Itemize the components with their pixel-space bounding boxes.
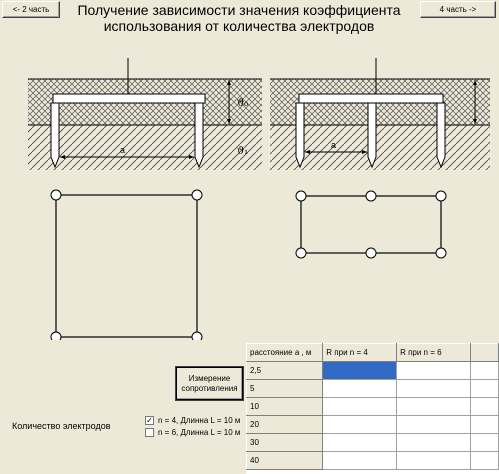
checkbox-n6[interactable]	[145, 428, 154, 437]
table-row	[247, 362, 499, 380]
electrode-node	[192, 332, 202, 340]
header-r-n4: R при n = 4	[323, 344, 397, 362]
electrode	[195, 103, 203, 167]
soil-section-right	[270, 58, 490, 170]
electrode-node	[436, 191, 446, 201]
cell-r-n6[interactable]	[397, 362, 471, 380]
measure-button-line-1: Измерение	[188, 373, 231, 383]
cell-r-n4[interactable]	[323, 434, 397, 452]
title-line-2: использования от количества электродов	[103, 18, 375, 34]
electrode-node	[366, 191, 376, 201]
plan-view-6-electrodes	[296, 191, 446, 258]
cell-r-n6[interactable]	[397, 380, 471, 398]
cell-extra[interactable]	[470, 380, 498, 398]
header-distance: расстояние а , м	[247, 344, 323, 362]
header-r-n6: R при n = 6	[397, 344, 471, 362]
cell-r-n4[interactable]	[323, 398, 397, 416]
grid-header-row	[247, 344, 499, 362]
table-row	[247, 416, 499, 434]
row-distance: 2,5	[247, 362, 323, 380]
measure-resistance-button[interactable]	[176, 367, 243, 400]
electrode-node	[296, 248, 306, 258]
option-n4[interactable]	[145, 416, 240, 425]
cell-r-n6[interactable]	[397, 452, 471, 470]
option-n4-label: n = 4, Длинна L = 10 м	[158, 416, 241, 425]
results-grid[interactable]	[246, 343, 499, 474]
electrode-node	[51, 332, 61, 340]
next-part-button[interactable]: 4 часть ->	[420, 1, 496, 18]
measure-button-line-2: сопротивления	[181, 383, 238, 393]
cell-extra[interactable]	[470, 362, 498, 380]
electrode-node	[296, 191, 306, 201]
table-row	[247, 398, 499, 416]
row-distance: 20	[247, 416, 323, 434]
row-distance: 10	[247, 398, 323, 416]
cell-extra[interactable]	[470, 416, 498, 434]
cell-r-n4[interactable]	[323, 380, 397, 398]
row-distance: 5	[247, 380, 323, 398]
soil-section-left	[28, 58, 262, 170]
electrode	[296, 103, 304, 167]
electrode	[51, 103, 59, 167]
prev-part-button[interactable]: <- 2 часть	[2, 1, 60, 18]
header-extra	[470, 344, 498, 362]
cell-r-n6[interactable]	[397, 416, 471, 434]
cell-extra[interactable]	[470, 398, 498, 416]
electrode	[437, 103, 445, 167]
cell-r-n4[interactable]	[323, 362, 397, 380]
electrode-node	[51, 190, 61, 200]
depth-label-bottom: ϑ₁	[237, 146, 249, 157]
electrode-diagram	[0, 40, 499, 340]
table-row	[247, 452, 499, 470]
electrode	[368, 103, 376, 167]
distance-label-a-right: a	[331, 140, 337, 150]
plan-view-4-electrodes	[51, 190, 202, 340]
option-n6[interactable]	[145, 428, 240, 437]
option-n6-label: n = 6, Длинна L = 10 м	[158, 428, 241, 437]
electrode-node	[366, 248, 376, 258]
cell-extra[interactable]	[470, 434, 498, 452]
table-row	[247, 434, 499, 452]
cell-r-n6[interactable]	[397, 434, 471, 452]
cell-r-n4[interactable]	[323, 452, 397, 470]
title-line-1: Получение зависимости значения коэффициента	[77, 2, 401, 18]
row-distance: 40	[247, 452, 323, 470]
cell-extra[interactable]	[470, 452, 498, 470]
row-distance: 30	[247, 434, 323, 452]
electrode-node	[436, 248, 446, 258]
distance-label-a: a	[120, 145, 126, 155]
depth-label-top: ϑ₀	[237, 98, 249, 109]
electrode-count-label: Количество электродов	[12, 421, 111, 431]
checkbox-n4[interactable]: ✓	[146, 416, 153, 425]
electrode-node	[192, 190, 202, 200]
table-row	[247, 380, 499, 398]
cell-r-n6[interactable]	[397, 398, 471, 416]
page-title	[64, 2, 414, 34]
cell-r-n4[interactable]	[323, 416, 397, 434]
